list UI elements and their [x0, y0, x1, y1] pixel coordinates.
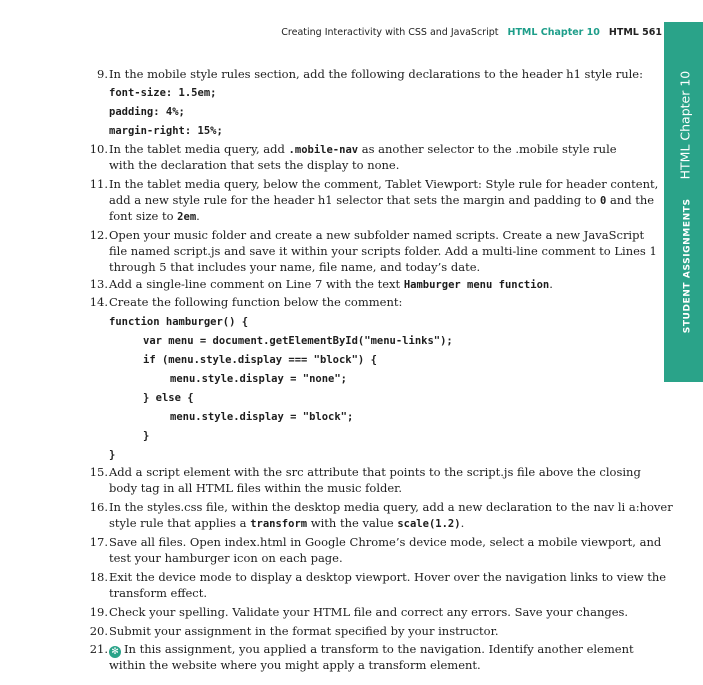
item-text: In the tablet media query, below the comment, Tablet Viewport: Style rule for header content, — [109, 177, 659, 191]
item-number: 14. — [89, 295, 108, 309]
item-text: Open your music folder and create a new subfolder named scripts. Create a new JavaScript — [109, 228, 645, 242]
inline-code: transform — [250, 518, 308, 530]
item-text: Add a script element with the src attribute that points to the script.js file above the closing — [109, 465, 641, 479]
header-title: Creating Interactivity with CSS and JavaScript — [281, 27, 499, 38]
text-run: . — [460, 516, 465, 530]
side-tab-chapter: HTML Chapter 10 — [677, 70, 692, 180]
text-run: as another selector to the .mobile style rule — [358, 142, 617, 156]
item-number: 20. — [89, 624, 108, 638]
text-run: add a new style rule for the header h1 selector that sets the margin and padding to — [109, 193, 600, 207]
text-run: In this assignment, you applied a transform to the navigation. Identify another element — [124, 642, 634, 656]
item-text — [109, 192, 654, 209]
item-text — [109, 141, 617, 158]
item-number: 18. — [89, 570, 108, 584]
code-text: function hamburger() { — [109, 316, 249, 328]
item-number: 10. — [89, 142, 108, 156]
item-text: body tag in all HTML files within the music folder. — [109, 481, 403, 495]
code-text: padding: 4%; — [109, 106, 185, 118]
code-text: } — [109, 449, 116, 461]
text-run: Add a single-line comment on Line 7 with the text — [109, 277, 404, 291]
text-run: and the — [606, 193, 655, 207]
text-run: with the value — [307, 516, 398, 530]
item-number: 12. — [89, 228, 108, 242]
item-number: 17. — [89, 535, 108, 549]
item-text: Submit your assignment in the format specified by your instructor. — [109, 624, 499, 638]
inline-code: scale(1.2) — [397, 518, 461, 530]
text-run: In the tablet media query, add — [109, 142, 289, 156]
item-number: 19. — [89, 605, 108, 619]
code-text: menu.style.display = "block"; — [170, 411, 354, 423]
item-number: 21. — [89, 642, 108, 656]
item-text — [109, 208, 200, 225]
item-number: 11. — [89, 177, 108, 191]
item-text: Save all files. Open index.html in Google Chrome’s device mode, select a mobile viewport, and — [109, 535, 662, 549]
code-text: if (menu.style.display === "block") { — [143, 354, 377, 366]
item-text: through 5 that includes your name, file name, and today’s date. — [109, 260, 481, 274]
item-number: 9. — [97, 67, 108, 81]
header-chapter: HTML Chapter 10 — [507, 27, 600, 38]
text-run: . — [196, 209, 200, 223]
text-run: . — [549, 277, 553, 291]
code-text: var menu = document.getElementById("menu-links"); — [143, 335, 453, 347]
inline-code: 0 — [600, 195, 607, 207]
item-text: file named script.js and save it within your scripts folder. Add a multi-line comment to Lines 1 — [109, 244, 657, 258]
item-text: within the website where you might apply a transform element. — [109, 658, 481, 672]
item-text: transform effect. — [109, 586, 208, 600]
gear-star-icon: ✻ — [109, 646, 121, 658]
code-text: } — [143, 430, 150, 442]
item-text: In the mobile style rules section, add the following declarations to the header h1 style rule: — [109, 67, 643, 81]
side-tab-assignments: STUDENT ASSIGNMENTS — [682, 198, 692, 334]
item-text — [109, 641, 634, 658]
code-text: menu.style.display = "none"; — [170, 373, 348, 385]
item-text: In the styles.css file, within the desktop media query, add a new declaration to the nav li a:hover — [109, 500, 673, 514]
text-run: style rule that applies a — [109, 516, 251, 530]
inline-code: 2em — [177, 211, 197, 223]
item-text: with the declaration that sets the display to none. — [109, 158, 400, 172]
running-header — [0, 27, 662, 38]
code-text: font-size: 1.5em; — [109, 87, 217, 99]
text-run: font size to — [109, 209, 178, 223]
item-text: Exit the device mode to display a desktop viewport. Hover over the navigation links to view the — [109, 570, 667, 584]
code-text: } else { — [143, 392, 194, 404]
item-text: test your hamburger icon on each page. — [109, 551, 343, 565]
inline-code: .mobile-nav — [288, 144, 359, 156]
item-text: Create the following function below the comment: — [109, 295, 403, 309]
item-text: Check your spelling. Validate your HTML file and correct any errors. Save your changes. — [109, 605, 629, 619]
item-text — [109, 276, 553, 293]
item-number: 16. — [89, 500, 108, 514]
code-text: margin-right: 15%; — [109, 125, 223, 137]
item-text — [109, 515, 464, 532]
item-number: 15. — [89, 465, 108, 479]
page-number: HTML 561 — [608, 27, 662, 38]
item-number: 13. — [89, 277, 108, 291]
inline-code: Hamburger menu function — [403, 279, 550, 291]
side-tab — [664, 22, 703, 382]
